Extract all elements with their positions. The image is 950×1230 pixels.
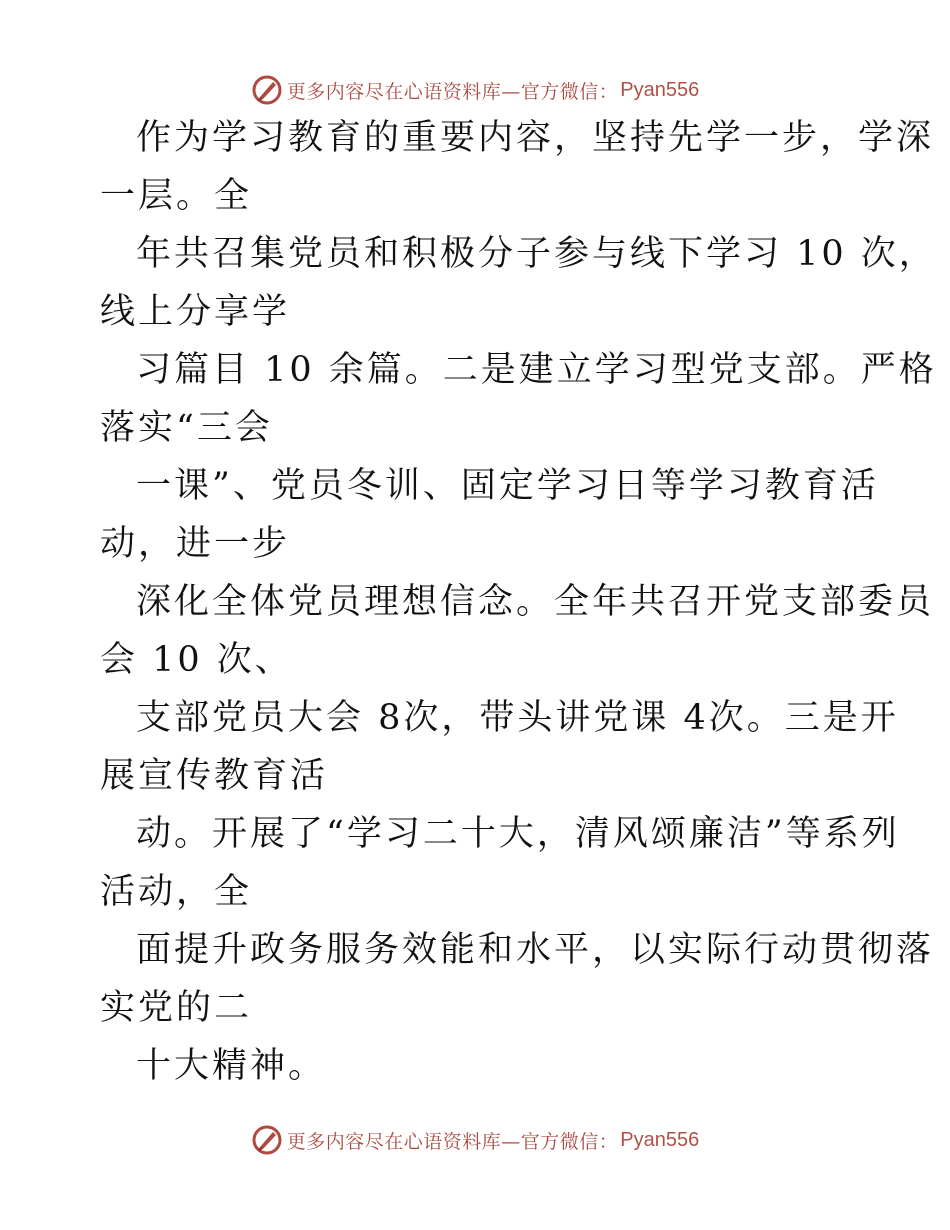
header-banner — [0, 70, 950, 110]
text-line: 支部党员大会 8次，带头讲党课 4次。三是开 — [136, 698, 899, 738]
text-line: 落实“三会 — [100, 408, 273, 448]
text-line: 会 10 次、 — [100, 640, 293, 680]
text-line: 动，进一步 — [100, 524, 291, 564]
text-line: 十大精神。 — [136, 1046, 327, 1086]
text-line: 活动，全 — [100, 872, 253, 912]
text-line: 一课”、党员冬训、固定学习日等学习教育活 — [136, 466, 879, 506]
text-line: 展宣传教育活 — [100, 756, 329, 796]
text-line: 作为学习教育的重要内容，坚持先学一步，学深 — [136, 118, 935, 158]
text-line: 实党的二 — [100, 988, 253, 1028]
text-line: 深化全体党员理想信念。全年共召开党支部委员 — [136, 582, 935, 622]
banner-wechat-id: Pyan556 — [620, 1128, 700, 1151]
text-line: 面提升政务服务效能和水平，以实际行动贯彻落 — [136, 930, 935, 970]
banner-text: 更多内容尽在心语资料库—官方微信： — [286, 1130, 619, 1153]
text-line: 动。开展了“学习二十大，清风颂廉洁”等系列 — [136, 814, 900, 854]
footer-banner — [0, 1120, 950, 1160]
banner-wechat-id: Pyan556 — [620, 78, 700, 101]
text-line: 习篇目 10 余篇。二是建立学习型党支部。严格 — [136, 350, 937, 390]
text-line: 线上分享学 — [100, 292, 291, 332]
pen-logo-icon — [251, 74, 283, 106]
banner-text: 更多内容尽在心语资料库—官方微信： — [286, 80, 619, 103]
text-line: 一层。全 — [100, 176, 253, 216]
pen-logo-icon — [251, 1124, 283, 1156]
text-line: 年共召集党员和积极分子参与线下学习 10 次， — [136, 234, 937, 274]
